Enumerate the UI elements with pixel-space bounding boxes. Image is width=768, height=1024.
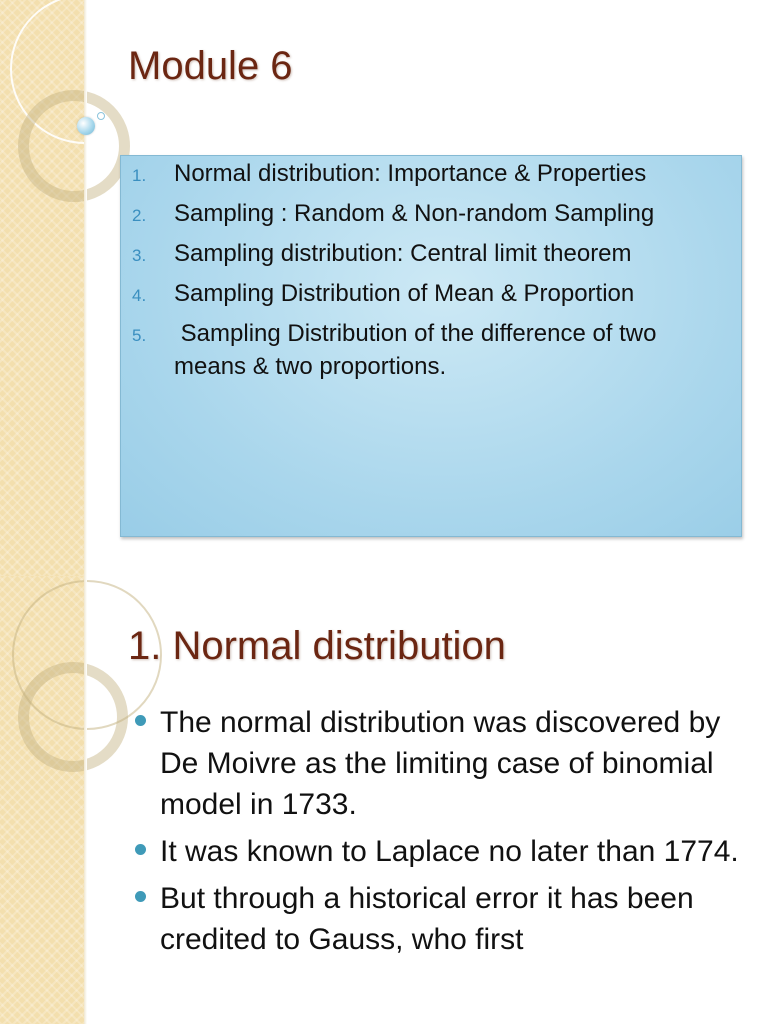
decorative-ring [18, 90, 130, 202]
topic-text: Sampling Distribution of Mean & Proportion [174, 280, 635, 307]
bullet-text: But through a historical error it has been credited to Gauss, who first [160, 882, 694, 956]
bullet-item [133, 702, 753, 825]
slide-title: Module 6 [128, 44, 293, 88]
topic-item [121, 277, 741, 310]
topic-number: 2. [132, 206, 147, 225]
decorative-bead [77, 117, 95, 135]
bullet-list [133, 702, 753, 966]
topic-item [121, 237, 741, 270]
topic-number: 1. [132, 166, 147, 185]
topic-item [121, 317, 741, 383]
decorative-bead [97, 112, 105, 120]
topic-box [120, 155, 742, 537]
topic-item [121, 197, 741, 230]
bullet-icon [135, 844, 146, 855]
topic-text: Sampling Distribution of the difference of two means & two proportions. [174, 320, 664, 380]
bullet-icon [135, 891, 146, 902]
topic-text: Sampling distribution: Central limit theorem [174, 240, 632, 267]
bullet-item [133, 831, 753, 872]
topic-text: Sampling : Random & Non-random Sampling [174, 200, 655, 227]
bullet-text: It was known to Laplace no later than 1774. [160, 835, 739, 868]
topic-number: 3. [132, 246, 147, 265]
decorative-side-band [0, 576, 84, 1024]
decorative-ring [18, 662, 128, 772]
side-band-edge [84, 576, 87, 1024]
slide-title: 1. Normal distribution [128, 624, 506, 668]
bullet-item [133, 878, 753, 960]
bullet-icon [135, 715, 146, 726]
topic-item [121, 157, 741, 190]
decorative-side-band [0, 0, 84, 576]
side-band-edge [84, 0, 87, 576]
topic-number: 4. [132, 286, 147, 305]
slide-normal-distribution [0, 576, 768, 1024]
topic-number: 5. [132, 326, 147, 345]
topic-list [121, 157, 741, 390]
topic-text: Normal distribution: Importance & Properties [174, 160, 647, 187]
bullet-text: The normal distribution was discovered by De Moivre as the limiting case of binomial model in 1733. [160, 706, 721, 821]
